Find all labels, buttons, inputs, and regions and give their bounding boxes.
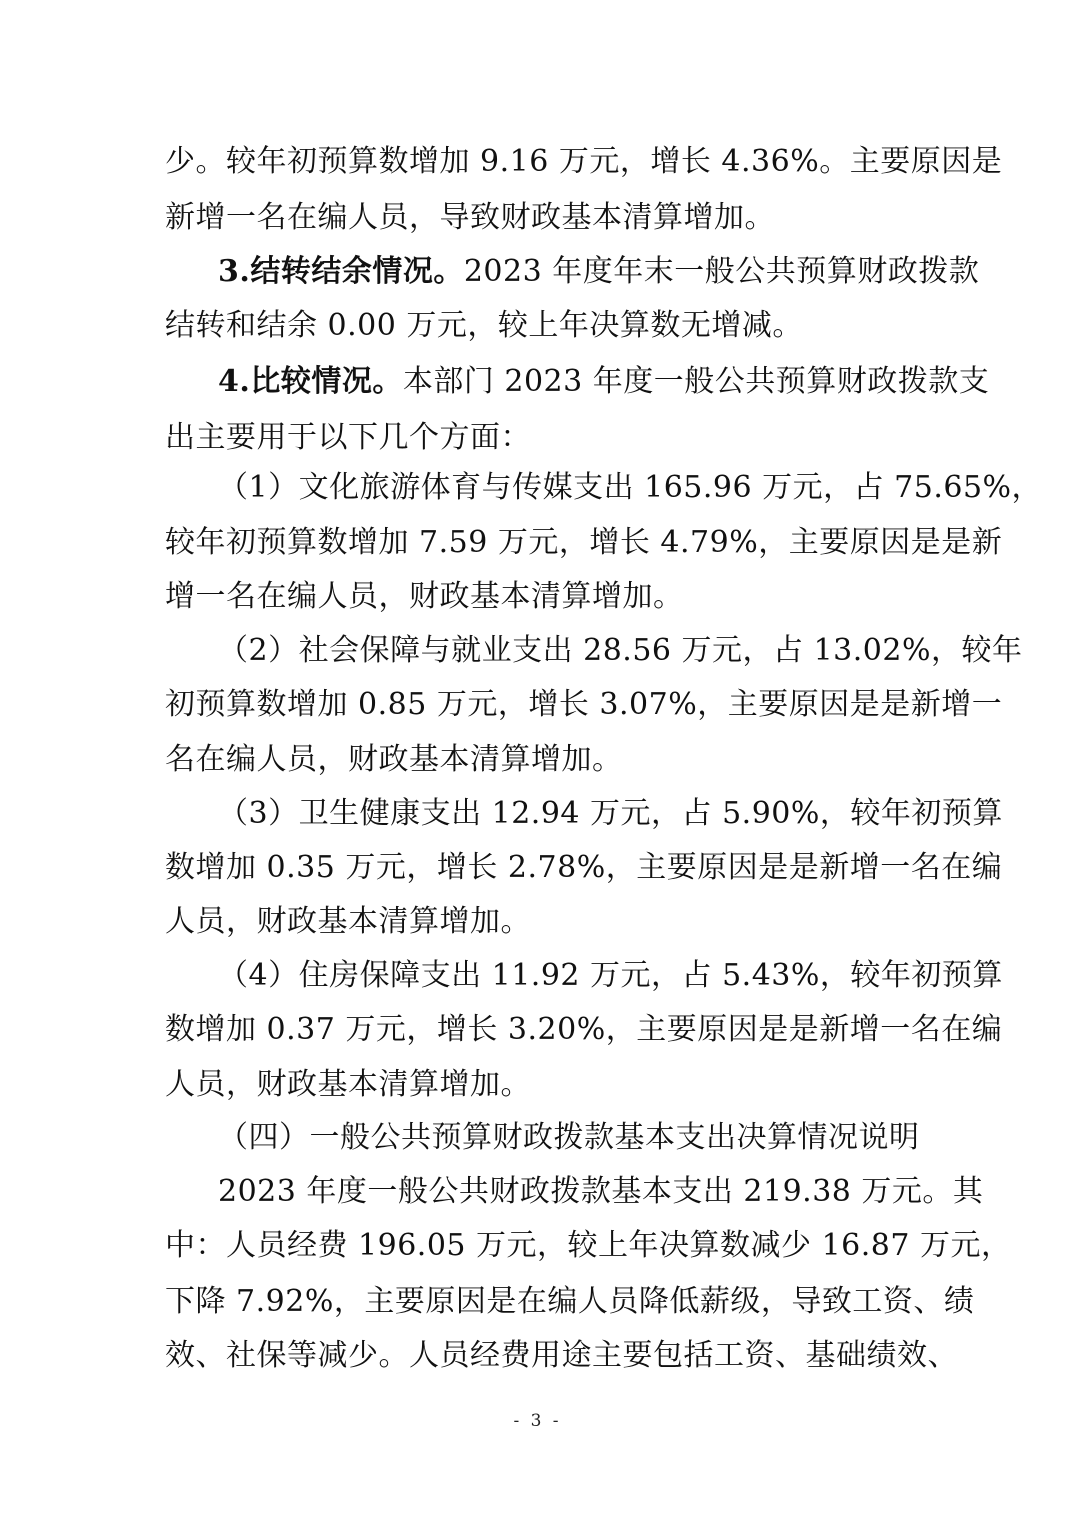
bold-lead: 3.结转结余情况。 (218, 254, 464, 289)
text-line: 数增加 0.37 万元，增长 3.20%，主要原因是是新增一名在编 (165, 1012, 1003, 1047)
section-heading: （四）一般公共预算财政拨款基本支出决算情况说明 (218, 1120, 920, 1155)
text-line: 初预算数增加 0.85 万元，增长 3.07%，主要原因是是新增一 (165, 687, 1003, 722)
text-line: 结转和结余 0.00 万元，较上年决算数无增减。 (165, 308, 803, 343)
bold-lead: 4.比较情况。 (218, 364, 403, 399)
text-line: 人员，财政基本清算增加。 (165, 904, 531, 939)
text-line: 增一名在编人员，财政基本清算增加。 (165, 579, 684, 614)
text-line: 较年初预算数增加 7.59 万元，增长 4.79%，主要原因是是新 (165, 525, 1003, 560)
text-line: 2023 年度一般公共财政拨款基本支出 219.38 万元。其 (218, 1174, 984, 1209)
text-line: 下降 7.92%，主要原因是在编人员降低薪级，导致工资、绩 (165, 1284, 975, 1319)
page-number: - 3 - (513, 1411, 562, 1431)
text-line: 新增一名在编人员，导致财政基本清算增加。 (165, 200, 775, 235)
text-line (218, 355, 990, 409)
text-line: 中：人员经费 196.05 万元，较上年决算数减少 16.87 万元， (165, 1228, 1012, 1263)
text-line: 数增加 0.35 万元，增长 2.78%，主要原因是是新增一名在编 (165, 850, 1003, 885)
text-line: 人员，财政基本清算增加。 (165, 1067, 531, 1102)
text-line: （4）住房保障支出 11.92 万元，占 5.43%，较年初预算 (218, 958, 1003, 993)
text-line: （1）文化旅游体育与传媒支出 165.96 万元，占 75.65%， (218, 470, 1043, 505)
text-line: （3）卫生健康支出 12.94 万元，占 5.90%，较年初预算 (218, 796, 1003, 831)
text-line: 效、社保等减少。人员经费用途主要包括工资、基础绩效、 (165, 1338, 958, 1373)
text-line: 名在编人员，财政基本清算增加。 (165, 742, 623, 777)
text-line: 出主要用于以下几个方面： (165, 420, 531, 455)
text-line: 少。较年初预算数增加 9.16 万元，增长 4.36%。主要原因是 (165, 144, 1003, 179)
line-text: 本部门 2023 年度一般公共预算财政拨款支 (402, 364, 990, 399)
text-line: （2）社会保障与就业支出 28.56 万元，占 13.02%，较年 (218, 633, 1023, 668)
text-line (218, 245, 980, 299)
line-text: 2023 年度年末一般公共预算财政拨款 (463, 254, 980, 289)
